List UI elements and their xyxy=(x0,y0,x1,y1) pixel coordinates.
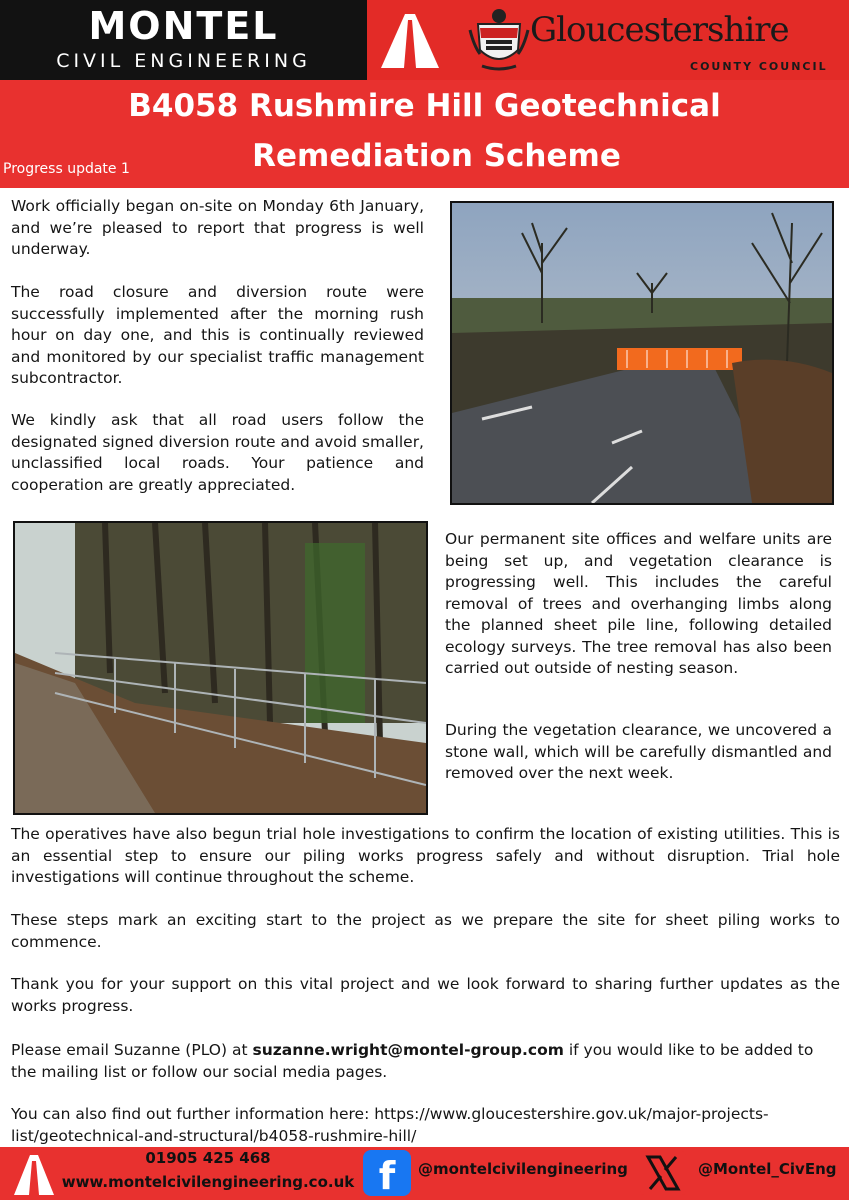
progress-label: Progress update 1 xyxy=(3,161,130,177)
paragraph-start: Work officially began on-site on Monday 6th January, and we’re pleased to report that progress is well underway. xyxy=(11,197,424,258)
montel-subtitle: CIVIL ENGINEERING xyxy=(56,50,311,72)
paragraph-diversion: We kindly ask that all road users follow the designated signed diversion route and avoid smaller, unclassified local roads. Your patience and cooperation are greatly appreciated. xyxy=(11,411,424,494)
montel-name: MONTEL xyxy=(88,4,279,48)
council-crest-icon xyxy=(468,6,530,74)
paragraph-road-closure: The road closure and diversion route were successfully implemented after the morning rush hour on day one, and this is continually reviewed and monitored by our specialist traffic management subcontractor. xyxy=(11,283,424,387)
montel-banner xyxy=(0,0,367,80)
footer-website[interactable]: www.montelcivilengineering.co.uk xyxy=(61,1173,355,1191)
footer-phone[interactable]: 01905 425 468 xyxy=(145,1149,271,1167)
paragraph-thank-you: Thank you for your support on this vital project and we look forward to sharing further updates as the works progress. xyxy=(11,975,840,1015)
paragraph-site-offices: Our permanent site offices and welfare units are being set up, and vegetation clearance is progressing well. This includes the careful removal of trees and overhanging limbs along the planned sheet pile line, following detailed ecology surveys. The tree removal has also been carried out outside of nesting season. xyxy=(445,530,832,677)
council-subtitle: COUNTY COUNCIL xyxy=(690,60,828,73)
email-link[interactable]: suzanne.wright@montel-group.com xyxy=(252,1041,564,1059)
page-title-line-1: B4058 Rushmire Hill Geotechnical xyxy=(128,88,721,124)
page-title-line-2: Remediation Scheme xyxy=(252,138,621,174)
paragraph-more-info: You can also find out further information here: https://www.gloucestershire.gov.uk/major-projects-list/geotechnical-and-structural/b4058-rushmire-hill/ xyxy=(11,1105,769,1145)
x-handle[interactable]: @Montel_CivEng xyxy=(698,1160,837,1178)
council-name: Gloucestershire xyxy=(530,10,789,50)
page-header xyxy=(0,0,849,80)
paragraph-email xyxy=(11,1040,840,1083)
paragraph-trial-holes: The operatives have also begun trial hole investigations to confirm the location of existing utilities. This is an essential step to ensure our piling works progress safely and without disruption. Trial hole investigations will continue throughout the scheme. xyxy=(11,825,840,886)
vegetation-clearance-photo xyxy=(13,521,428,815)
montel-logo-icon xyxy=(375,6,445,74)
paragraph-exciting-start: These steps mark an exciting start to the project as we prepare the site for sheet piling works to commence. xyxy=(11,911,840,951)
montel-logo-icon xyxy=(12,1151,56,1197)
road-closure-photo xyxy=(450,201,834,505)
facebook-icon[interactable]: f xyxy=(363,1150,411,1196)
paragraph-stone-wall: During the vegetation clearance, we uncovered a stone wall, which will be carefully dismantled and removed over the next week. xyxy=(445,721,832,782)
x-icon[interactable] xyxy=(640,1151,686,1195)
facebook-handle[interactable]: @montelcivilengineering xyxy=(418,1160,628,1178)
email-outro: if you would like to be added to the mailing list or follow our social media pages. xyxy=(11,1041,814,1081)
email-intro: Please email Suzanne (PLO) at xyxy=(11,1041,253,1059)
